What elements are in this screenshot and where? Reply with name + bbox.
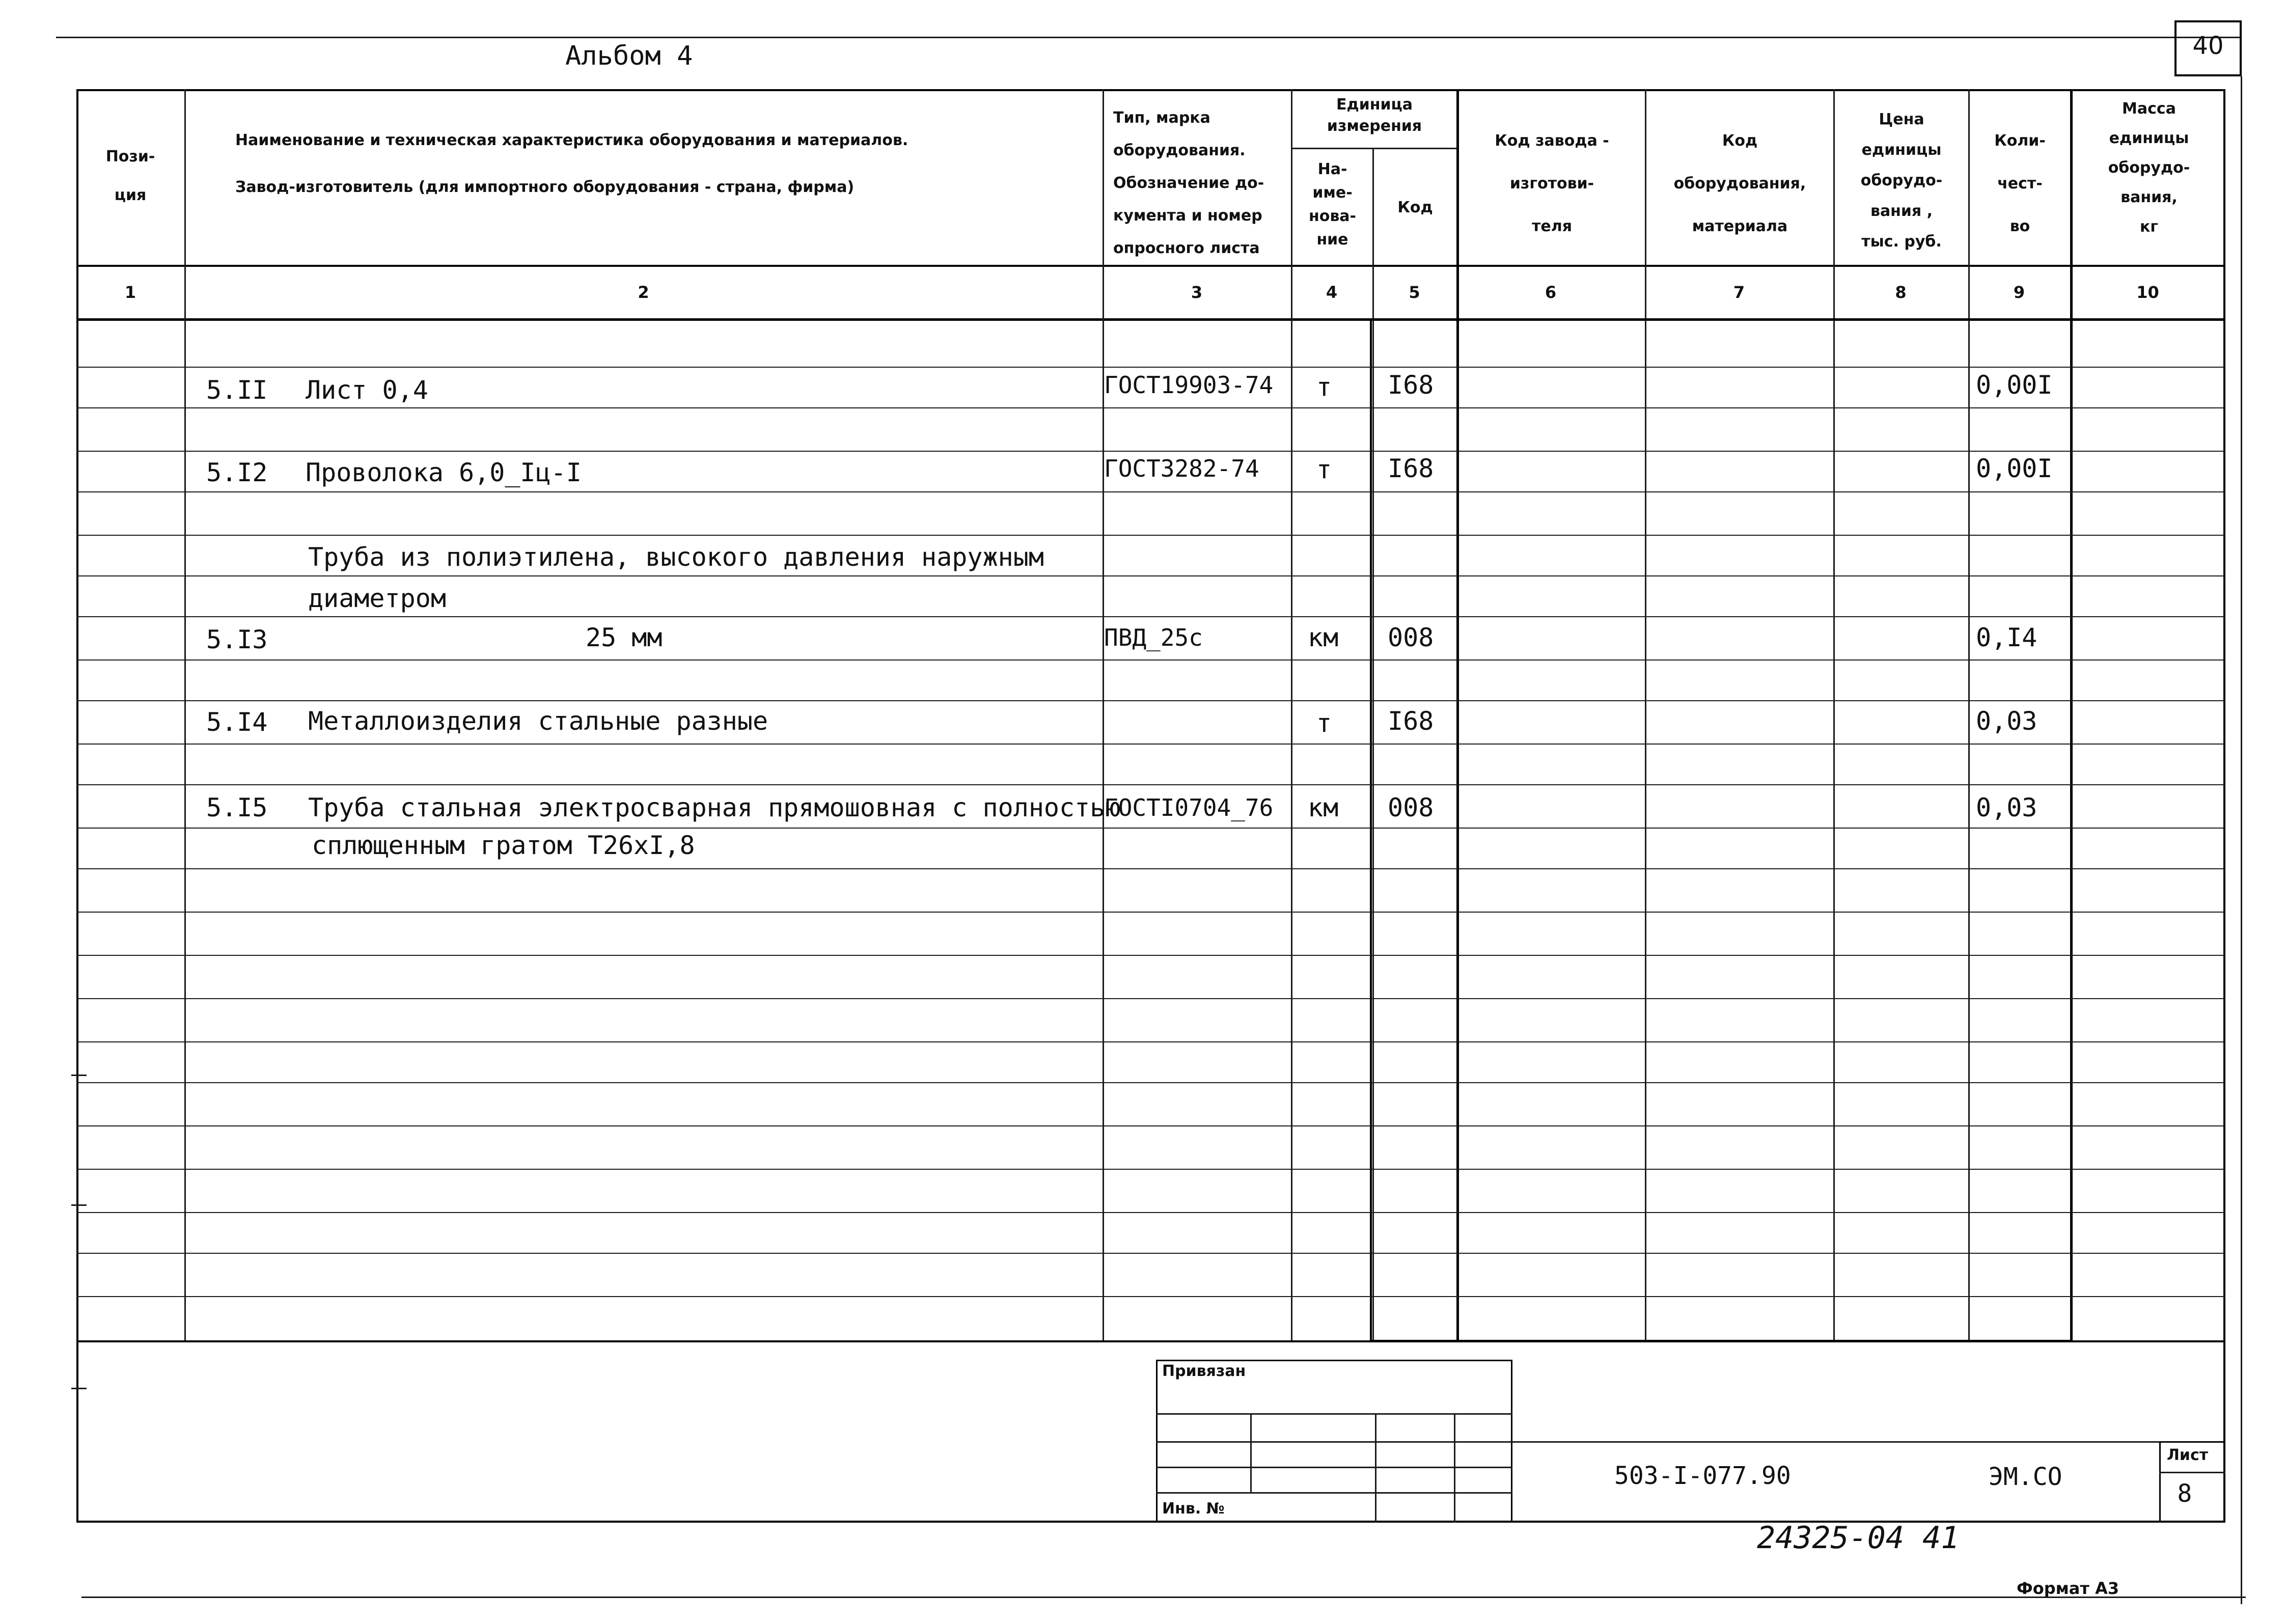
row-line: [76, 659, 2225, 660]
header-col9-line3: во: [2009, 217, 2030, 235]
colnum-4: 4: [1326, 283, 1338, 302]
header-col2-line2: Завод-изготовитель (для импортного оборудования - страна, фирма): [235, 178, 855, 196]
row-line: [76, 1082, 2225, 1083]
row-5-12-doc: ГОСТ3282-74: [1104, 455, 1259, 482]
header-col4: [1292, 158, 1372, 252]
row-line: [76, 1253, 2225, 1254]
header-col6-line3: теля: [1532, 217, 1572, 235]
row-5-15-unit: км: [1308, 793, 1339, 822]
row-5-15-qty: 0,03: [1976, 793, 2037, 822]
row-5-12-unit: т: [1316, 455, 1332, 484]
footer-handwritten-number: 24325-04 41: [1757, 1520, 1960, 1556]
row-5-11-doc: ГОСТ19903-74: [1104, 371, 1274, 399]
row-5-14-name: Металлоизделия стальные разные: [308, 706, 768, 736]
footer-line: [81, 1597, 2246, 1598]
header-col7-line3: материала: [1692, 217, 1788, 235]
row-5-14-qty: 0,03: [1976, 706, 2037, 736]
header-col4-line1: На-: [1317, 160, 1347, 178]
stamp-line-c: [1156, 1467, 1512, 1468]
footer-format: Формат А3: [2017, 1579, 2119, 1598]
row-5-11-unit: т: [1316, 372, 1332, 402]
row-5-15-position: 5.I5: [206, 793, 268, 822]
col-line-3: [1291, 89, 1292, 1342]
header-unit-group: [1292, 94, 1456, 137]
stamp-privyazan-label: Привязан: [1162, 1362, 1246, 1380]
stamp-inv-label: Инв. №: [1162, 1500, 1225, 1518]
row-line: [76, 700, 2225, 701]
bold-block-cols-5-9: [1370, 318, 2073, 1342]
stamp-designation: 503-I-077.90: [1614, 1462, 1791, 1490]
header-col2: [184, 126, 1103, 202]
row-5-15-code: 008: [1388, 793, 1434, 822]
row-line: [76, 998, 2225, 999]
colnum-10: 10: [2136, 283, 2159, 302]
row-5-12-code: I68: [1388, 454, 1434, 483]
row-5-12-name: Проволока 6,0_Iц-I: [306, 458, 582, 487]
stamp-sheet-divider: [2159, 1472, 2225, 1473]
header-col9: [1970, 120, 2070, 248]
row-line: [76, 491, 2225, 492]
header-col7-line2: оборудования,: [1673, 175, 1806, 192]
body-bottom-line: [76, 1340, 2225, 1342]
header-col10-line3: оборудо-: [2108, 159, 2190, 177]
header-col10-line4: вания,: [2120, 188, 2178, 206]
col-line-2: [1103, 89, 1104, 1342]
row-5-12-position: 5.I2: [206, 458, 268, 487]
row-5-13-code: 008: [1388, 623, 1434, 652]
header-col7-line1: Код: [1722, 132, 1758, 150]
header-col7: [1646, 120, 1833, 248]
header-col1-line2: ция: [114, 186, 147, 204]
stamp-vline-c: [1454, 1413, 1455, 1523]
header-col9-line2: чест-: [1997, 175, 2043, 192]
header-col3: [1104, 102, 1291, 265]
row-5-11-qty: 0,00I: [1976, 370, 2053, 400]
header-col8-line3: оборудо-: [1860, 172, 1943, 189]
header-col3-line4: кумента и номер: [1113, 207, 1262, 225]
margin-tick-3: [71, 1388, 87, 1389]
row-line: [76, 535, 2225, 536]
row-5-15-name: Труба стальная электросварная прямошовная с полностью: [308, 793, 1121, 822]
row-5-14-unit: т: [1316, 708, 1332, 738]
margin-tick-1: [71, 1075, 87, 1076]
row-line: [76, 575, 2225, 576]
colnum-7: 7: [1733, 283, 1745, 302]
header-col3-line5: опросного листа: [1113, 239, 1260, 257]
margin-tick-2: [71, 1204, 87, 1206]
colnum-6: 6: [1545, 283, 1557, 302]
col-line-1: [184, 89, 186, 1342]
row-5-13-position: 5.I3: [206, 625, 268, 654]
row-pipe-name-line2: диаметром: [308, 584, 446, 613]
header-col1-line1: Пози-: [105, 148, 155, 166]
row-5-13-doc: ПВД_25с: [1104, 624, 1203, 651]
row-line: [76, 451, 2225, 452]
colnum-3: 3: [1191, 283, 1203, 302]
header-col8-line4: вания ,: [1870, 202, 1933, 220]
colnum-2: 2: [638, 283, 649, 302]
row-pipe-name-line1: Труба из полиэтилена, высокого давления наружным: [308, 542, 1044, 572]
row-5-14-code: I68: [1388, 706, 1434, 736]
header-col10-line5: кг: [2139, 218, 2159, 236]
row-line: [76, 868, 2225, 869]
header-col6: [1459, 120, 1645, 248]
row-5-15-name-line2: сплющенным гратом Т26хI,8: [312, 831, 695, 860]
row-5-11-code: I68: [1388, 370, 1434, 400]
stamp-line-d: [1156, 1492, 1512, 1494]
colnum-8: 8: [1895, 283, 1907, 302]
header-bottom-line: [76, 265, 2225, 267]
colnum-5: 5: [1409, 283, 1420, 302]
row-line: [76, 1169, 2225, 1170]
stamp-title-top-line: [1512, 1441, 2225, 1443]
header-col5: Код: [1397, 199, 1433, 216]
header-col8-line5: тыс. руб.: [1861, 233, 1942, 251]
row-5-12-qty: 0,00I: [1976, 454, 2053, 483]
header-col6-line2: изготови-: [1509, 175, 1594, 192]
stamp-line-a: [1156, 1413, 1512, 1415]
row-line: [76, 1125, 2225, 1126]
header-col10: [2073, 94, 2225, 242]
row-5-13-unit: км: [1308, 623, 1339, 652]
row-line: [76, 784, 2225, 785]
right-page-edge: [2241, 76, 2242, 1604]
row-line: [76, 1212, 2225, 1213]
row-line: [76, 955, 2225, 956]
row-5-11-position: 5.II: [206, 375, 268, 405]
row-line: [76, 367, 2225, 368]
stamp-sheet-number: 8: [2177, 1479, 2192, 1508]
stamp-vline-b: [1375, 1413, 1376, 1523]
row-line: [76, 1041, 2225, 1042]
header-col1: [76, 143, 184, 210]
header-col3-line2: оборудования.: [1113, 142, 1246, 159]
row-5-11-name: Лист 0,4: [306, 375, 428, 405]
stamp-section: ЭМ.СО: [1989, 1463, 2062, 1491]
row-line: [76, 828, 2225, 829]
stamp-sheet-label: Лист: [2167, 1446, 2209, 1464]
header-col6-line1: Код завода -: [1495, 132, 1609, 150]
stamp-vline-a: [1250, 1413, 1252, 1492]
header-col10-line1: Масса: [2122, 100, 2176, 118]
header-col2-line1: Наименование и техническая характеристика оборудования и материалов.: [235, 131, 908, 149]
row-5-13-name: 25 мм: [586, 623, 663, 652]
row-line: [76, 407, 2225, 408]
row-5-13-qty: 0,I4: [1976, 623, 2037, 652]
header-col8: [1835, 104, 1968, 257]
row-line: [76, 744, 2225, 745]
colnum-9: 9: [2013, 283, 2025, 302]
header-col4-line3: нова-: [1308, 207, 1357, 225]
row-5-15-doc: ГОСТI0704_76: [1104, 794, 1274, 821]
top-border-line: [56, 37, 2241, 38]
page-number: 40: [2192, 32, 2224, 60]
header-col10-line2: единицы: [2109, 129, 2189, 147]
header-col4-line4: ние: [1316, 231, 1348, 249]
row-line: [76, 912, 2225, 913]
row-5-14-position: 5.I4: [206, 707, 268, 737]
stamp-line-b: [1156, 1441, 1512, 1443]
header-col4-line2: име-: [1312, 184, 1353, 202]
colnum-1: 1: [124, 283, 136, 302]
row-line: [76, 1296, 2225, 1297]
header-col3-line1: Тип, марка: [1113, 109, 1210, 127]
header-col8-line2: единицы: [1861, 141, 1942, 159]
header-col8-line1: Цена: [1879, 111, 1924, 128]
header-col9-line1: Коли-: [1994, 132, 2046, 150]
header-col3-line3: Обозначение до-: [1113, 174, 1264, 192]
album-title: Альбом 4: [565, 41, 693, 71]
header-unit-group-line2: измерения: [1327, 117, 1422, 135]
row-line: [76, 616, 2225, 617]
header-unit-group-line1: Единица: [1336, 96, 1413, 114]
